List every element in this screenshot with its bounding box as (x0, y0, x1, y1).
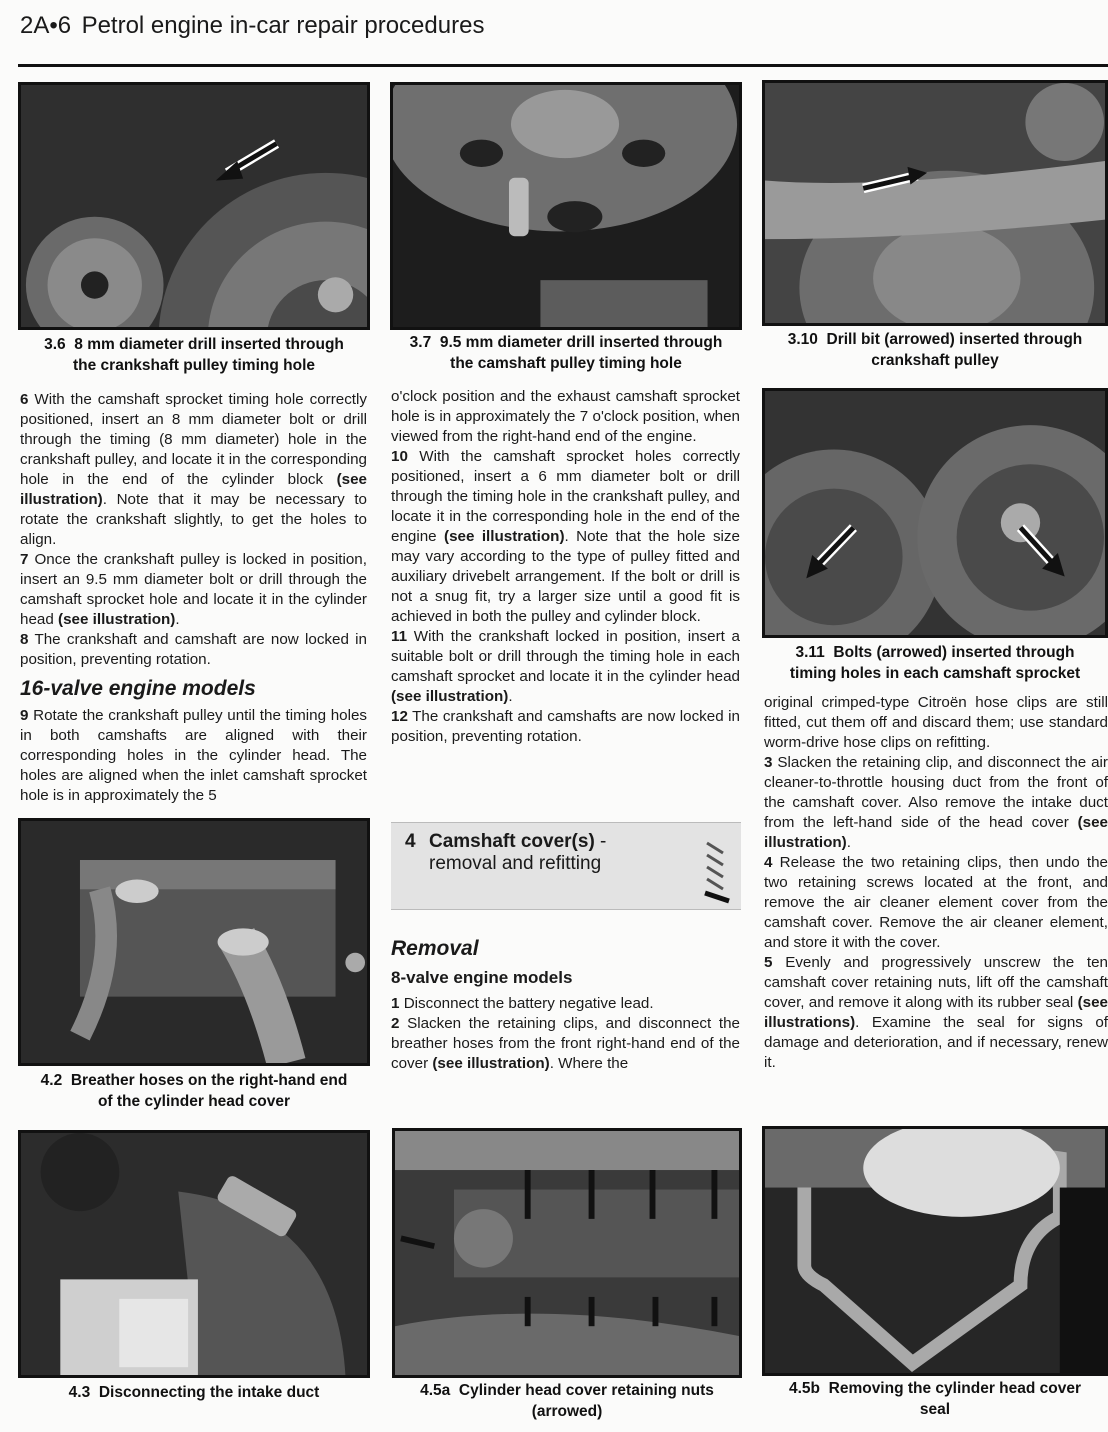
page-header (20, 8, 1100, 48)
section-subtitle: removal and refitting (429, 853, 602, 874)
photo-3-6 (18, 82, 370, 330)
heading-removal: Removal (391, 937, 479, 960)
photo-4-3 (18, 1130, 370, 1378)
wrench-difficulty-icon (703, 835, 733, 905)
paragraph-10: 10 With the camshaft sprocket holes correctly positioned, insert a 6 mm diameter bolt or drill through the timing hole in the crankshaft pulley, and locate it in the corresponding hole in the end of the engine (see illustration). Note that the hole size may vary according to the type of pulley fitted and auxiliary drivebelt arrangement. If the bolt or drill is not a snug fit, try a larger size until a good fit is achieved in both the pulley and cylinder block. (391, 448, 740, 625)
photo-3-11 (762, 388, 1108, 638)
caption-4-3: 4.3 Disconnecting the intake duct (68, 1384, 320, 1401)
heading-16-valve: 16-valve engine models (20, 677, 256, 700)
column-1 (20, 390, 367, 806)
photo-4-5a (392, 1128, 742, 1378)
column-2 (391, 387, 740, 747)
page-number: 2A•6 (20, 12, 72, 39)
paragraph-7: 7 Once the crankshaft pulley is locked in position, insert an 9.5 mm diameter bolt or drill through the camshaft sprocket hole and locate it in the cylinder head (see illustration). (20, 551, 367, 628)
caption-3-10: 3.10 Drill bit (arrowed) inserted through crankshaft pulley (787, 331, 1083, 369)
section-number: 4 (405, 831, 416, 852)
paragraph-12: 12 The crankshaft and camshafts are now locked in position, preventing rotation. (391, 708, 740, 745)
paragraph-2: 2 Slacken the retaining clips, and disconnect the breather hoses from the front right-hand end of the cover (see illustration). Where the (391, 1015, 740, 1072)
section-title: Camshaft cover(s) - (429, 831, 607, 852)
paragraph-9-continued: o'clock position and the exhaust camshaft sprocket hole is in approximately the 7 o'clock position, when viewed from the right-hand end of the engine. (391, 388, 740, 445)
header-rule (18, 64, 1108, 67)
paragraph-9: 9 Rotate the crankshaft pulley until the timing holes in both camshafts are aligned with their corresponding holes in the cylinder head. The holes are aligned when the inlet camshaft sprocket hole is in approximately the 5 (20, 707, 367, 804)
page-title: Petrol engine in-car repair procedures (81, 12, 485, 39)
paragraph-2-continued: original crimped-type Citroën hose clips are still fitted, cut them off and discard them; use standard worm-drive hose clips on refitting. (764, 694, 1108, 751)
caption-3-11: 3.11 Bolts (arrowed) inserted through timing holes in each camshaft sprocket (789, 644, 1081, 682)
paragraph-1: 1 Disconnect the battery negative lead. (391, 995, 654, 1012)
column-2-lower (391, 930, 740, 1074)
paragraph-8: 8 The crankshaft and camshaft are now locked in position, preventing rotation. (20, 631, 368, 668)
caption-4-5b: 4.5b Removing the cylinder head cover seal (788, 1380, 1082, 1418)
paragraph-6: 6 With the camshaft sprocket timing hole correctly positioned, insert an 8 mm diameter bolt or drill through the timing (8 mm diameter) hole in the crankshaft pulley, and locate it in the corresponding hole in the end of the cylinder block (see illustration). Note that it may be necessary to rotate the crankshaft slightly, to get the holes to align. (20, 391, 367, 548)
paragraph-11: 11 With the crankshaft locked in position, insert a suitable bolt or drill through the timing hole in each camshaft sprocket and locate it in the cylinder head (see illustration). (391, 628, 740, 705)
photo-3-7 (390, 82, 742, 330)
subheading-8-valve: 8-valve engine models (391, 968, 573, 987)
column-3 (764, 693, 1108, 1073)
caption-3-7: 3.7 9.5 mm diameter drill inserted through the camshaft pulley timing hole (409, 334, 723, 372)
photo-3-10 (762, 80, 1108, 326)
caption-4-5a: 4.5a Cylinder head cover retaining nuts (arrowed) (420, 1382, 714, 1420)
paragraph-5: 5 Evenly and progressively unscrew the ten camshaft cover retaining nuts, lift off the camshaft cover, and remove it along with its rubber seal (see illustrations). Examine the seal for signs of damage and deterioration, and if necessary, renew it. (764, 954, 1108, 1071)
caption-3-6: 3.6 8 mm diameter drill inserted through the crankshaft pulley timing hole (44, 336, 344, 374)
photo-4-2 (18, 818, 370, 1066)
photo-4-5b (762, 1126, 1108, 1376)
caption-4-2: 4.2 Breather hoses on the right-hand end of the cylinder head cover (40, 1072, 348, 1110)
paragraph-4: 4 Release the two retaining clips, then undo the two retaining screws located at the front, and remove the air cleaner element cover from the camshaft cover. Remove the air cleaner element, and store it with the cover. (764, 854, 1108, 951)
section-4-header (391, 822, 741, 910)
paragraph-3: 3 Slacken the retaining clip, and disconnect the air cleaner-to-throttle housing duct from the front of the camshaft cover. Also remove the intake duct from the left-hand side of the head cover (see illustration). (764, 754, 1108, 851)
